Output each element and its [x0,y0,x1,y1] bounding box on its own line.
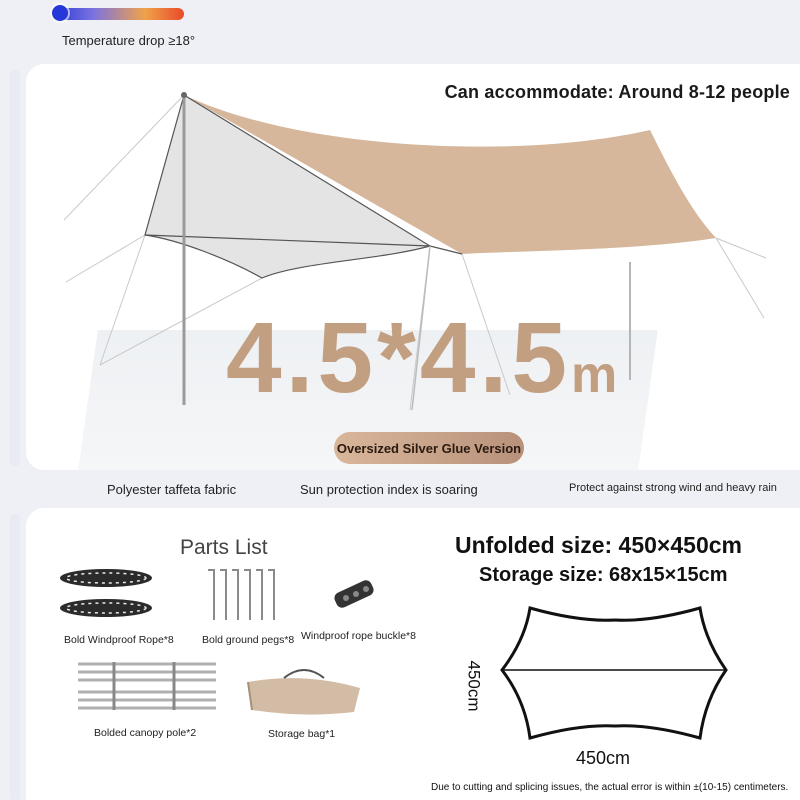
width-dimension: 450cm [576,748,631,768]
size-unit: m [570,346,618,404]
item-label-pole: Bolded canopy pole*2 [94,727,197,739]
bag-icon [244,668,364,718]
height-dimension: 450cm [464,660,484,712]
version-badge: Oversized Silver Glue Version [334,432,524,464]
size-number: 4.5*4.5 [226,302,571,414]
size-headline [226,302,618,414]
feature-sun-protection: Sun protection index is soaring [300,482,478,497]
parts-list-title: Parts List [180,536,268,559]
storage-size: Storage size: 68x15×15cm [479,564,728,586]
side-decoration-2 [10,514,20,800]
item-label-rope: Bold Windproof Rope*8 [64,634,174,646]
temperature-label: Temperature drop ≥18° [62,33,196,48]
feature-fabric: Polyester taffeta fabric [107,482,237,497]
buckle-icon [330,576,380,616]
tolerance-note: Due to cutting and splicing issues, the actual error is within ±(10-15) centimeters. [431,782,789,793]
rope-icon [56,564,156,624]
peg-icon [200,566,284,626]
canopy-shape-diagram [490,600,740,750]
capacity-text: Can accommodate: Around 8-12 people [444,82,790,102]
feature-wind-rain: Protect against strong wind and heavy rain [569,482,777,494]
item-label-bag: Storage bag*1 [268,728,336,740]
pole-icon [74,660,220,716]
unfolded-size: Unfolded size: 450×450cm [455,532,742,558]
item-label-pegs: Bold ground pegs*8 [202,634,295,646]
item-label-buckle: Windproof rope buckle*8 [301,630,416,642]
